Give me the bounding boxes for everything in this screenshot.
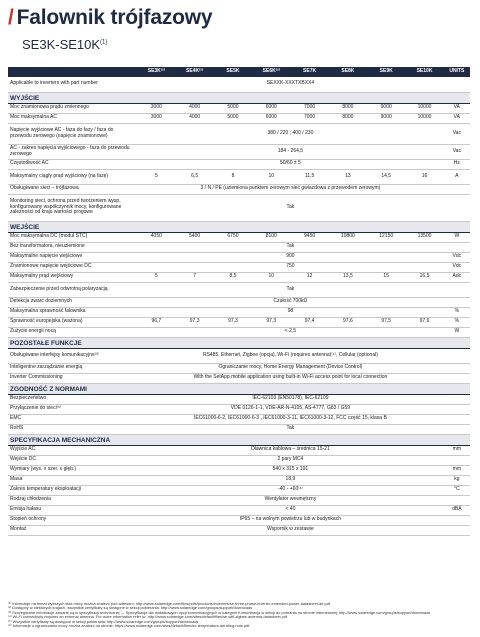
unit-cell <box>444 455 470 465</box>
table-row <box>8 445 470 455</box>
table-row <box>8 495 470 505</box>
row-label: Moc znamionowa prądu zmiennego <box>8 103 137 113</box>
title-slash: / <box>8 6 14 29</box>
merged-value-cell: 18,9 <box>137 475 444 485</box>
value-cell: 97,3 <box>214 317 252 327</box>
row-label: Wymiary (wys. x szer. x głęb.) <box>8 465 137 475</box>
unit-cell <box>444 363 470 373</box>
merged-value-cell: 3 / N / PE (uziemiona punktem zerowym sieć gwiazdowa z przewodem zerowym) <box>137 184 444 194</box>
merged-value-cell: With the SetApp mobile application using built-in Wi-Fi access point for local connection <box>137 373 444 383</box>
merged-value-cell: IEC61000-6-2, IEC61000-6-3 , IEC61000-3-11, IEC61000-3-12, FCC część 15, klasa B <box>137 414 444 424</box>
table-row <box>8 373 470 383</box>
footnote: ⁽³⁾ Szczegółowe informacje zawarte są w specyfikacji technicznej → Specyfikacja dla dodatkowych opcji komunikacyjnych w kategorii Komunikacja w sekcji do pobrania na stronie internetowej: http://www.solaredge.com/groups/support/downloads <box>8 610 431 615</box>
value-cell: 10800 <box>329 232 367 242</box>
merged-value-cell: Tak <box>137 424 444 434</box>
header-blank-cell <box>8 67 137 77</box>
unit-cell: dBA <box>444 505 470 515</box>
value-cell: 7000 <box>290 113 328 123</box>
value-cell: 97,3 <box>252 317 290 327</box>
row-label: Częstotliwość AC <box>8 159 137 169</box>
unit-cell: W <box>444 327 470 337</box>
merged-value-cell: -40 - +60⁽⁶⁾ <box>137 485 444 495</box>
merged-value-cell: 98 <box>137 307 444 317</box>
value-cell: 97,4 <box>290 317 328 327</box>
page-subtitle <box>22 37 107 52</box>
table-row <box>8 113 470 123</box>
row-label: Maksymalna sprawność falownika <box>8 307 137 317</box>
value-cell: 97,5 <box>367 317 405 327</box>
table-row <box>8 272 470 282</box>
row-label: Emisja hałasu <box>8 505 137 515</box>
merged-value-cell: 540 x 315 x 191 <box>137 465 444 475</box>
section-header-row <box>8 337 470 348</box>
value-cell: 8 <box>214 169 252 184</box>
table-row <box>8 123 470 144</box>
value-cell: 5000 <box>214 103 252 113</box>
merged-value-cell: 900 <box>137 252 444 262</box>
value-cell: 10000 <box>405 103 443 113</box>
row-label: Maksymalne napięcie wejściowe <box>8 252 137 262</box>
row-label: Sprawność europejska (ważona) <box>8 317 137 327</box>
header-model-cell: SE6K⁽²⁾ <box>252 67 290 77</box>
merged-value-cell: 184 - 264,5 <box>137 144 444 159</box>
value-cell: 6750 <box>214 232 252 242</box>
table-row <box>8 144 470 159</box>
merged-value-cell: Wentylator wewnętrzny <box>137 495 444 505</box>
unit-cell <box>444 194 470 221</box>
section-title: ZGODNOŚĆ Z NORMAMI <box>8 383 470 394</box>
unit-cell <box>444 184 470 194</box>
unit-cell <box>444 242 470 252</box>
table-row <box>8 159 470 169</box>
value-cell: 10 <box>252 169 290 184</box>
value-cell: 4000 <box>175 113 213 123</box>
header-model-cell: SE8K <box>329 67 367 77</box>
merged-value-cell: < 40 <box>137 505 444 515</box>
header-model-cell: UNITS <box>444 67 470 77</box>
header-model-cell: SE9K <box>367 67 405 77</box>
value-cell: 9450 <box>290 232 328 242</box>
table-row <box>8 465 470 475</box>
value-cell: 8000 <box>329 103 367 113</box>
table-row <box>8 194 470 221</box>
table-header-row <box>8 67 470 77</box>
row-label: Obsługiwane interfejsy komunikacyjne⁽³⁾ <box>8 348 137 363</box>
table-row <box>8 424 470 434</box>
unit-cell <box>444 348 470 363</box>
row-label: Zakres temperatury eksploatacji <box>8 485 137 495</box>
subtitle-text: SE3K-SE10K <box>22 37 101 52</box>
merged-value-cell: 50/60 ± 5 <box>137 159 444 169</box>
row-label: Bez transformatora, nieuziemione <box>8 242 137 252</box>
unit-cell: Adc <box>444 272 470 282</box>
merged-value-cell: Ograniczanie mocy, Home Energy Management (Device Control) <box>137 363 444 373</box>
merged-value-cell: 750 <box>137 262 444 272</box>
footnote: ⁽⁴⁾ Wi-Fi connectivity requires an external antenna. For more information refer to: http://www.solaredge.com/sites/default/files/se-wifi-zigbee-antenna-datasheet.pdf <box>8 615 288 620</box>
table-row <box>8 282 470 297</box>
merged-value-cell: IP65 – na wolnym powietrzu lub w budynkach <box>137 515 444 525</box>
value-cell: 6000 <box>252 103 290 113</box>
unit-cell: Vac <box>444 123 470 144</box>
value-cell: 13,5 <box>329 272 367 282</box>
unit-cell: VA <box>444 113 470 123</box>
row-label: Inteligentne zarządzanie energią <box>8 363 137 373</box>
unit-cell <box>444 495 470 505</box>
table-row <box>8 169 470 184</box>
row-label: RoHS <box>8 424 137 434</box>
value-cell: 6,5 <box>175 169 213 184</box>
merged-value-cell: SEXXK-XXXTXBXX4 <box>137 77 444 92</box>
row-label: EMC <box>8 414 137 424</box>
value-cell: 7000 <box>290 103 328 113</box>
table-row <box>8 348 470 363</box>
table-row <box>8 317 470 327</box>
merged-value-cell: Czułość 700kΩ <box>137 297 444 307</box>
row-label: Rodzaj chłodzenia <box>8 495 137 505</box>
unit-cell <box>444 394 470 404</box>
value-cell: 9000 <box>367 103 405 113</box>
merged-value-cell: VDE 0126-1-1, VDE-AR-N-4105, AS-4777, G83 / G59 <box>137 404 444 414</box>
merged-value-cell: 380 / 220 ; 400 / 230 <box>137 123 444 144</box>
subtitle-footnote: (1) <box>100 39 108 46</box>
value-cell: 9000 <box>367 113 405 123</box>
table-row <box>8 242 470 252</box>
table-row <box>8 475 470 485</box>
section-header-row <box>8 383 470 394</box>
value-cell: 16,5 <box>405 272 443 282</box>
unit-cell: VA <box>444 103 470 113</box>
value-cell: 97,3 <box>175 317 213 327</box>
unit-cell <box>444 373 470 383</box>
value-cell: 10 <box>252 272 290 282</box>
value-cell: 15 <box>367 272 405 282</box>
value-cell: 97,6 <box>405 317 443 327</box>
value-cell: 5 <box>137 169 175 184</box>
unit-cell: mm <box>444 445 470 455</box>
table-row <box>8 262 470 272</box>
row-label: Moc maksymalna AC <box>8 113 137 123</box>
unit-cell <box>444 77 470 92</box>
merged-value-cell: Tak <box>137 282 444 297</box>
row-label: Zużycie energii nocą <box>8 327 137 337</box>
header-model-cell: SE4K⁽²⁾ <box>175 67 213 77</box>
unit-cell: % <box>444 317 470 327</box>
value-cell: 97,6 <box>329 317 367 327</box>
footnote: ⁽¹⁾ Informacje na temat wyższych klas mocy można znaleźć pod adresem: http://www.solaredge.com/files/pdfs/products/inverters/se-three-phase-inverter-extended-power-datasheet-de.pdf <box>8 602 330 606</box>
section-title: SPECYFIKACJA MECHANICZNA <box>8 434 470 445</box>
value-cell: 4000 <box>175 103 213 113</box>
table-row <box>8 252 470 262</box>
unit-cell: Vdc <box>444 252 470 262</box>
table-row <box>8 515 470 525</box>
merged-value-cell: Tak <box>137 242 444 252</box>
unit-cell: % <box>444 307 470 317</box>
row-label: Wyjście AC <box>8 445 137 455</box>
value-cell: 14,5 <box>367 169 405 184</box>
table-row <box>8 394 470 404</box>
header-model-cell: SE5K <box>214 67 252 77</box>
row-label: Znamionowe napięcie wejściowe DC <box>8 262 137 272</box>
title-text: Falownik trójfazowy <box>16 6 213 29</box>
spec-table <box>8 67 470 536</box>
header-model-cell: SE10K <box>405 67 443 77</box>
value-cell: 8100 <box>252 232 290 242</box>
table-row <box>8 525 470 535</box>
value-cell: 13 <box>329 169 367 184</box>
page-title <box>8 6 212 30</box>
footnotes <box>8 602 470 628</box>
row-label: Applicable to inverters with part number <box>8 77 137 92</box>
section-title: WEJŚCIE <box>8 221 470 232</box>
table-row <box>8 485 470 495</box>
merged-value-cell: RS485, Ethernet, Zigbee (opcja), Wi-Fi (requires antenna)⁽⁴⁾, Cellular (optional) <box>137 348 444 363</box>
value-cell: 6000 <box>252 113 290 123</box>
row-label: Inverter Commissioning <box>8 373 137 383</box>
value-cell: 3000 <box>137 113 175 123</box>
merged-value-cell: IEC-62103 (EN50178), IEC-62109 <box>137 394 444 404</box>
row-label: Obsługiwane sieci – trójfazowa <box>8 184 137 194</box>
footnote: ⁽⁵⁾ Wszystkie certyfikaty są dostępne w sekcji pobierania: http://www.solaredge.com/groups/support/downloads <box>8 619 199 624</box>
table-row <box>8 363 470 373</box>
merged-value-cell: Dławnica kablowa – średnica 15-21 <box>137 445 444 455</box>
header-model-cell: SE7K <box>290 67 328 77</box>
row-label: Detekcja zwarć doziemnych <box>8 297 137 307</box>
table-row <box>8 103 470 113</box>
value-cell: 11,5 <box>290 169 328 184</box>
merged-value-cell: < 2,5 <box>137 327 444 337</box>
footnote: ⁽²⁾ Dostępny w niektórych krajach, wszystkie certyfikaty są dostępne w sekcji pobierania: http://www.solaredge.com/groups/support/downloads <box>8 606 253 611</box>
section-header-row <box>8 92 470 103</box>
unit-cell: W <box>444 232 470 242</box>
row-label: Wejście DC <box>8 455 137 465</box>
value-cell: 13500 <box>405 232 443 242</box>
section-header-row <box>8 434 470 445</box>
row-label: Masa <box>8 475 137 485</box>
value-cell: 5000 <box>214 113 252 123</box>
value-cell: 16 <box>405 169 443 184</box>
section-title: POZOSTAŁE FUNKCJE <box>8 337 470 348</box>
row-label: Napięcie wyjściowe AC - faza do fazy / faza do przewodu zerowego (napięcie znamionowe) <box>8 123 137 144</box>
table-row <box>8 404 470 414</box>
table-row <box>8 327 470 337</box>
value-cell: 96,7 <box>137 317 175 327</box>
table-row <box>8 414 470 424</box>
unit-cell: kg <box>444 475 470 485</box>
row-label: Maksymalny prąd wejściowy <box>8 272 137 282</box>
unit-cell <box>444 404 470 414</box>
value-cell: 12 <box>290 272 328 282</box>
table-row <box>8 232 470 242</box>
table-row <box>8 77 470 92</box>
section-title: WYJŚCIE <box>8 92 470 103</box>
unit-cell <box>444 515 470 525</box>
unit-cell: Vac <box>444 144 470 159</box>
footnote: ⁽⁶⁾ Informacje o ograniczaniu mocy można znaleźć na stronie: https://www.solaredge.com/sites/default/files/se-temperature-derating-note.pdf <box>8 624 250 629</box>
table-row <box>8 184 470 194</box>
unit-cell: A <box>444 169 470 184</box>
table-row <box>8 297 470 307</box>
value-cell: 12150 <box>367 232 405 242</box>
value-cell: 5400 <box>175 232 213 242</box>
unit-cell: °C <box>444 485 470 495</box>
unit-cell <box>444 282 470 297</box>
row-label: Monitoring sieci, ochrona przed tworzeniem wysp, konfigurowany współczynnik mocy, konfigurowane zależności od kraju wartości progowe <box>8 194 137 221</box>
row-label: Montaż <box>8 525 137 535</box>
value-cell: 3000 <box>137 103 175 113</box>
section-header-row <box>8 221 470 232</box>
value-cell: 10000 <box>405 113 443 123</box>
row-label: Stopień ochrony <box>8 515 137 525</box>
unit-cell <box>444 525 470 535</box>
unit-cell: Vdc <box>444 262 470 272</box>
table-row <box>8 455 470 465</box>
row-label: Maksymalny ciągły prąd wyjściowy (na fazę) <box>8 169 137 184</box>
table-row <box>8 307 470 317</box>
value-cell: 8,5 <box>214 272 252 282</box>
unit-cell <box>444 297 470 307</box>
row-label: Przyłączenie do sieci⁽⁵⁾ <box>8 404 137 414</box>
row-label: Moc maksymalna DC (moduł STC) <box>8 232 137 242</box>
unit-cell: Hz <box>444 159 470 169</box>
row-label: Zabezpieczenie przed odwrotną polaryzacją <box>8 282 137 297</box>
merged-value-cell: 2 pary MC4 <box>137 455 444 465</box>
merged-value-cell: Tak <box>137 194 444 221</box>
unit-cell <box>444 424 470 434</box>
value-cell: 8000 <box>329 113 367 123</box>
value-cell: 5 <box>137 272 175 282</box>
unit-cell: mm <box>444 465 470 475</box>
row-label: Bezpieczeństwo <box>8 394 137 404</box>
unit-cell <box>444 414 470 424</box>
merged-value-cell: Wspornik w zestawie <box>137 525 444 535</box>
header-model-cell: SE3K⁽²⁾ <box>137 67 175 77</box>
table-row <box>8 505 470 515</box>
value-cell: 4050 <box>137 232 175 242</box>
value-cell: 7 <box>175 272 213 282</box>
row-label: AC - zakres napięcia wyjściowego - faza do przewodu zerowego <box>8 144 137 159</box>
